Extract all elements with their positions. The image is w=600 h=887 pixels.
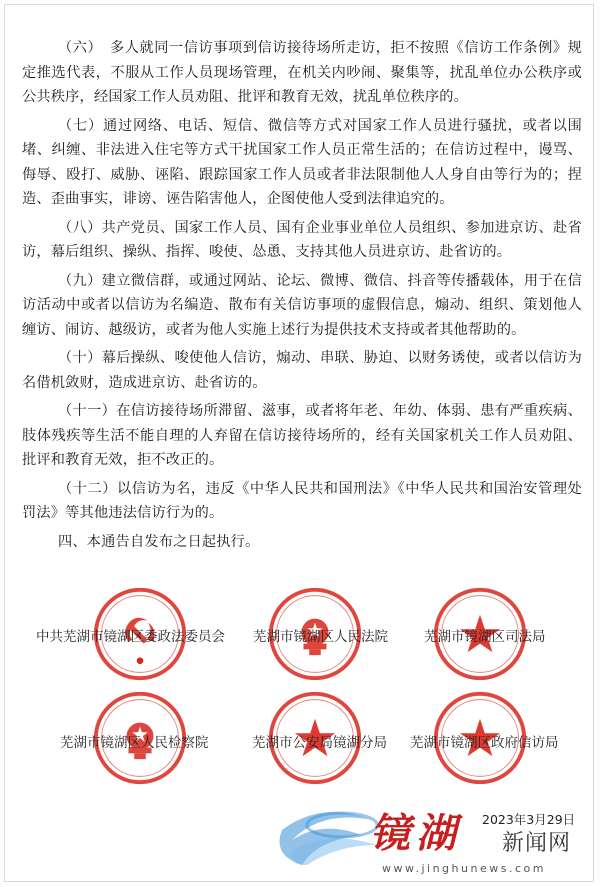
paragraph-10: （十）幕后操纵、唆使他人信访，煽动、串联、胁迫、以财务诱使，或者以信访为名借机敛财，造成进京访、赴省访的。 [22,350,582,391]
org-court: 芜湖市镜湖区人民法院 [253,629,388,645]
news-logo-watermark [262,790,600,887]
paragraph-11: （十一）在信访接待场所滞留、滋事，或者将年老、年幼、体弱、患有严重疾病、肢体残疾等生活不能自理的人弃留在信访接待场所的，经有关国家机关工作人员劝阻、批评和教育无效，拒不改正的。 [22,403,582,468]
org-public-security: 芜湖市公安局镜湖分局 [252,735,387,751]
logo-name: 镜湖 [370,810,462,857]
paragraph-9: （九）建立微信群，或通过网站、论坛、微博、微信、抖音等传播载体，用于在信访活动中或者以信访为名编造、散布有关信访事项的虚假信息，煽动、组织、策划他人缠访、闹访、越级访，或者为他人实施上述行为提供技术支持或者其他帮助的。 [22,272,582,338]
paragraph-12: （十二）以信访为名，违反《中华人民共和国刑法》《中华人民共和国治安管理处罚法》等其他违法信访行为的。 [22,480,582,521]
logo-subtitle: 新闻网 [502,831,572,856]
paragraph-6: （六） 多人就同一信访事项到信访接待场所走访，拒不按照《信访工作条例》规定推选代表，不服从工作人员现场管理，在机关内吵闹、聚集等，扰乱单位办公秩序或公共秩序，经国家工作人员劝阻、批评和教育无效，扰乱单位秩序的。 [22,40,582,105]
document-body [22,36,582,558]
effective-date-clause: 四、本通告自发布之日起执行。 [58,533,260,550]
logo-url: www.jinghunews.com [382,862,546,875]
svg-text:●: ● [136,655,144,666]
paragraph-7: （七）通过网络、电话、短信、微信等方式对国家工作人员进行骚扰，或者以围堵、纠缠、非法进入住宅等方式干扰国家工作人员正常生活的；在信访过程中，谩骂、侮辱、殴打、威胁、诬陷、跟踪国家工作人员或者非法限制他人人身自由等行为的；捏造、歪曲事实，诽谤、诬告陷害他人，企图使他人受到法律追究的。 [22,117,582,207]
org-justice-bureau: 芜湖市镜湖区司法局 [424,629,546,645]
issue-date: 2023年3月29日 [482,812,576,827]
org-procuratorate: 芜湖市镜湖区人民检察院 [60,735,209,751]
org-politics-law-committee: 中共芜湖市镜湖区委政法委员会 [36,629,225,645]
paragraph-8: （八）共产党员、国家工作人员、国有企业事业单位人员组织、参加进京访、赴省访，幕后组织、操纵、指挥、唆使、怂恿、支持其他人员进京访、赴省访的。 [22,219,582,260]
org-petition-bureau: 芜湖市镜湖区政府信访局 [410,735,559,751]
